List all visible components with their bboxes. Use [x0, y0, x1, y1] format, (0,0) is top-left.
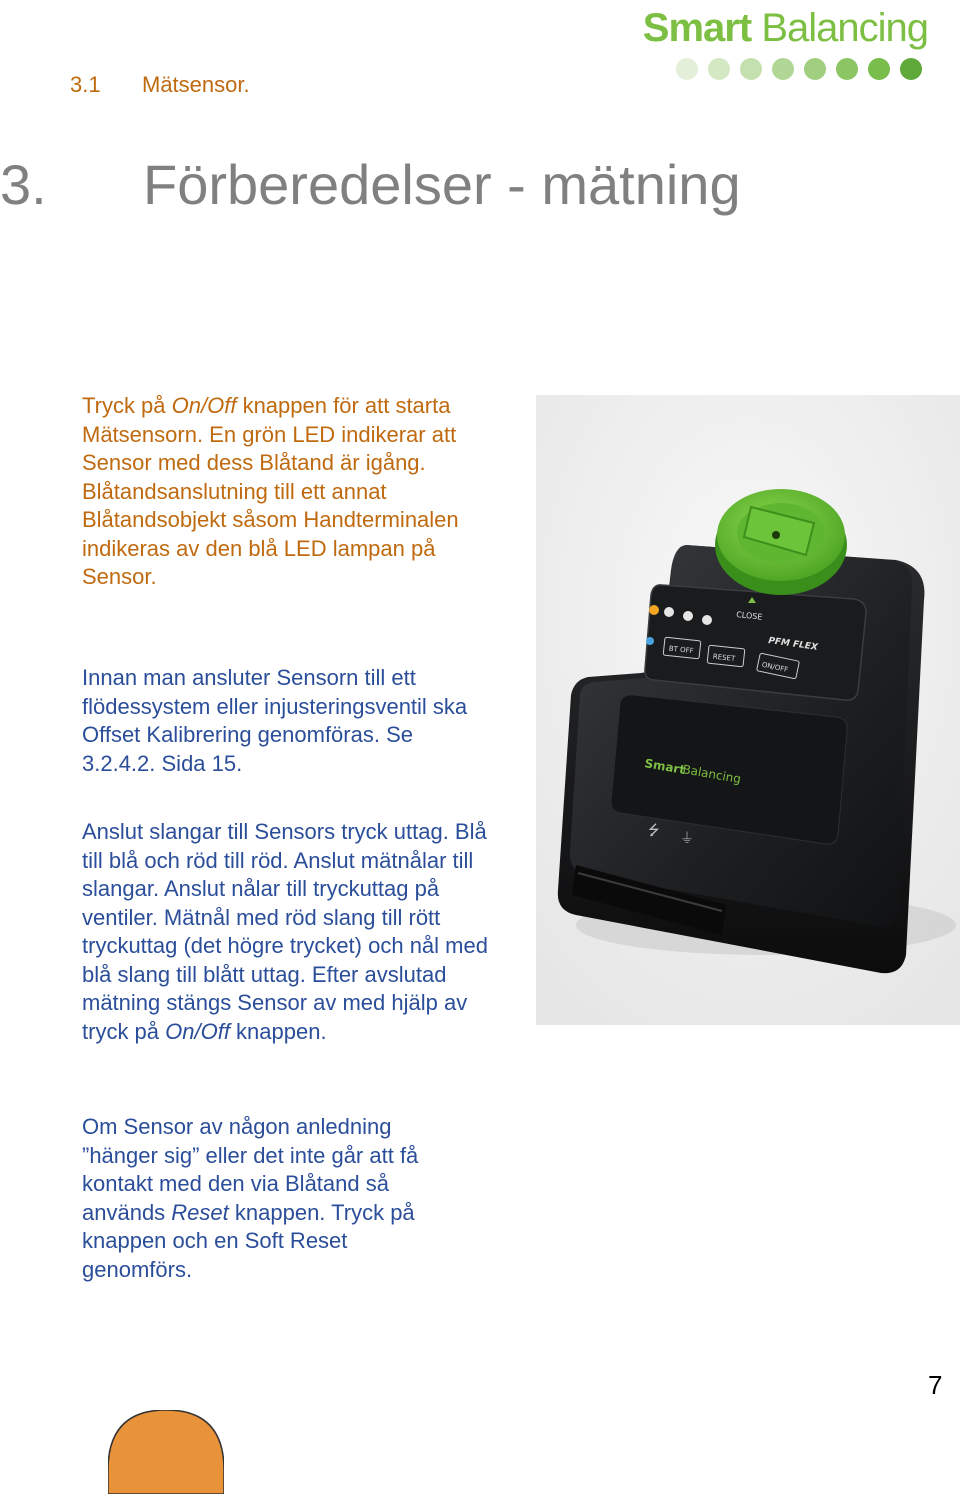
logo-dot-6	[836, 58, 858, 80]
device-brand-word2: Balancing	[681, 762, 743, 787]
logo-dot-7	[868, 58, 890, 80]
usb-icon: ⭍	[648, 823, 660, 839]
logo-dot-8	[900, 58, 922, 80]
corner-decoration	[108, 1410, 224, 1494]
paragraph-connect-hoses: Anslut slangar till Sensors tryck uttag. Blå till blå och röd till röd. Anslut mätnålar till slangar. Anslut nålar till tryckuttag på ventiler. Mätnål med röd slang till rött tryckuttag (det högre trycket) och nål med blå slang till blått uttag. Efter avslutad mätning stängs Sensor av med hjälp av tryck på On/Off knappen.	[82, 819, 488, 1044]
logo-dot-5	[804, 58, 826, 80]
section-title: Förberedelser - mätning	[143, 153, 741, 216]
subsection-label: Mätsensor.	[142, 72, 250, 97]
on-off-label: ON/OFF	[761, 660, 789, 675]
logo-dots	[676, 58, 922, 80]
reset-label: RESET	[712, 652, 736, 663]
device-brand-word1: Smart	[643, 756, 687, 778]
sensor-device-photo	[536, 395, 960, 1025]
logo-dot-4	[772, 58, 794, 80]
page-number: 7	[928, 1370, 943, 1400]
logo-dot-1	[676, 58, 698, 80]
close-label: CLOSE	[735, 610, 763, 622]
logo-dot-3	[740, 58, 762, 80]
paragraph-offset-calibration: Innan man ansluter Sensorn till ett flödessystem eller injusteringsventil ska Offset Kalibrering genomföras. Se 3.2.4.2. Sida 15.	[82, 665, 468, 776]
power-plug-icon: ⏚	[680, 831, 694, 847]
bt-off-label: BT OFF	[668, 644, 695, 656]
smart-balancing-logo	[642, 6, 944, 82]
model-label: PFM FLEX	[767, 636, 819, 653]
subsection-number: 3.1	[70, 72, 101, 97]
subsection-heading	[70, 72, 250, 98]
paragraph-reset: Om Sensor av någon anledning ”hänger sig” eller det inte går att få kontakt med den via Blåtand så används Reset knappen. Tryck på knappen och en Soft Reset genomförs.	[82, 1114, 419, 1282]
section-number: 3.	[0, 153, 47, 216]
paragraph-onoff: Tryck på On/Off knappen för att starta Mätsensorn. En grön LED indikerar att Sensor med dess Blåtand är igång. Blåtandsanslutning till ett annat Blåtandsobjekt såsom Handterminalen indikeras av den blå LED lampan på Sensor.	[82, 393, 459, 589]
logo-dot-2	[708, 58, 730, 80]
logo-wordmark: Smart Balancing	[642, 6, 928, 50]
